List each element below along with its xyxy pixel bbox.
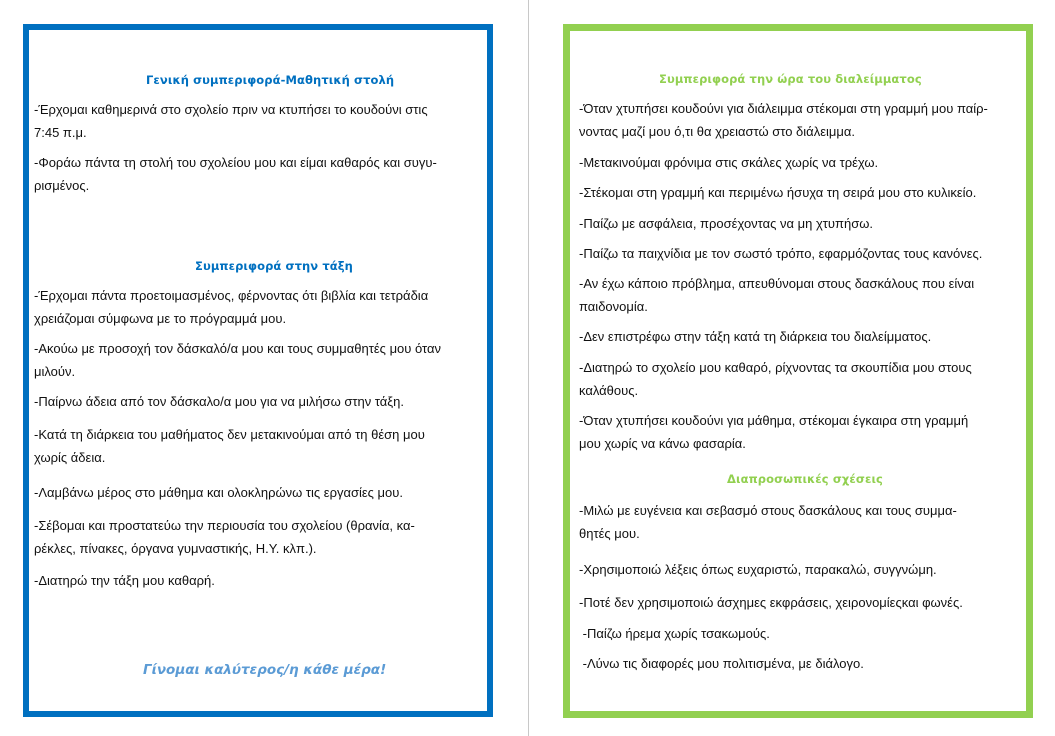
- rule-line: ρισμένος.: [34, 178, 90, 193]
- rule-paragraph: [579, 97, 988, 143]
- rule-line: -Ακούω με προσοχή τον δάσκαλό/α μου και τους συμμαθητές μου όταν: [34, 341, 442, 356]
- rule-paragraph: [579, 356, 972, 402]
- rule-line: νοντας μαζί μου ό,τι θα χρειαστώ στο διάλειμμα.: [579, 124, 855, 139]
- rule-line: -Όταν χτυπήσει κουδούνι για διάλειμμα στέκομαι στη γραμμή μου παίρ-: [579, 101, 988, 116]
- rule-paragraph: [34, 284, 428, 330]
- rule-line: -Λαμβάνω μέρος στο μάθημα και ολοκληρώνω τις εργασίες μου.: [34, 485, 404, 500]
- motto: Γίνομαι καλύτερος/η κάθε μέρα!: [143, 662, 387, 678]
- rule-line: καλάθους.: [579, 383, 639, 398]
- rule-paragraph: [34, 337, 441, 383]
- page-separator: [528, 0, 529, 736]
- rule-line: ρέκλες, πίνακες, όργανα γυμναστικής, Η.Υ. κλπ.).: [34, 541, 317, 556]
- rule-line: -Κατά τη διάρκεια του μαθήματος δεν μετακινούμαι από τη θέση μου: [34, 427, 425, 442]
- rule-line: -Έρχομαι καθημερινά στο σχολείο πριν να κτυπήσει το κουδούνι στις: [34, 102, 428, 117]
- rule-line: -Παίζω ήρεμα χωρίς τσακωμούς.: [579, 626, 770, 641]
- rule-paragraph: [34, 151, 437, 197]
- rule-line: χρειάζομαι σύμφωνα με το πρόγραμμά μου.: [34, 311, 287, 326]
- rule-paragraph: [34, 514, 415, 560]
- rule-paragraph: [579, 591, 963, 614]
- rule-paragraph: [34, 390, 404, 413]
- rule-paragraph: [579, 151, 878, 174]
- rule-line: -Έρχομαι πάντα προετοιμασμένος, φέρνοντας ότι βιβλία και τετράδια: [34, 288, 429, 303]
- rule-paragraph: [579, 652, 864, 675]
- rule-paragraph: [34, 98, 428, 144]
- rule-line: -Στέκομαι στη γραμμή και περιμένω ήσυχα τη σειρά μου στο κυλικείο.: [579, 185, 977, 200]
- rule-paragraph: [579, 272, 974, 318]
- rule-paragraph: [579, 558, 937, 581]
- rule-line: -Λύνω τις διαφορές μου πολιτισμένα, με διάλογο.: [579, 656, 864, 671]
- rule-line: 7:45 π.μ.: [34, 125, 87, 140]
- rule-line: -Σέβομαι και προστατεύω την περιουσία του σχολείου (θρανία, κα-: [34, 518, 415, 533]
- rule-line: -Δεν επιστρέφω στην τάξη κατά τη διάρκεια του διαλείμματος.: [579, 329, 932, 344]
- rule-line: μου χωρίς να κάνω φασαρία.: [579, 436, 746, 451]
- rule-line: παιδονομία.: [579, 299, 648, 314]
- rule-paragraph: [579, 325, 931, 348]
- rule-paragraph: [579, 409, 968, 455]
- rule-line: -Παίζω με ασφάλεια, προσέχοντας να μη χτυπήσω.: [579, 216, 874, 231]
- rule-line: -Όταν χτυπήσει κουδούνι για μάθημα, στέκομαι έγκαιρα στη γραμμή: [579, 413, 969, 428]
- rule-line: -Παίρνω άδεια από τον δάσκαλο/α μου για να μιλήσω στην τάξη.: [34, 394, 404, 409]
- section-heading-interpersonal-relations: Διαπροσωπικές σχέσεις: [727, 472, 883, 486]
- rule-paragraph: [34, 423, 425, 469]
- rule-line: μιλούν.: [34, 364, 76, 379]
- rule-line: -Διατηρώ την τάξη μου καθαρή.: [34, 573, 215, 588]
- left-page: [23, 24, 493, 717]
- rule-paragraph: [34, 481, 403, 504]
- rule-paragraph: [579, 499, 957, 545]
- section-heading-general-behavior: Γενική συμπεριφορά-Μαθητική στολή: [146, 73, 395, 87]
- rule-line: -Μετακινούμαι φρόνιμα στις σκάλες χωρίς να τρέχω.: [579, 155, 879, 170]
- rule-line: -Ποτέ δεν χρησιμοποιώ άσχημες εκφράσεις, χειρονομίεςκαι φωνές.: [579, 595, 963, 610]
- rule-line: -Διατηρώ το σχολείο μου καθαρό, ρίχνοντας τα σκουπίδια μου στους: [579, 360, 972, 375]
- rule-line: -Φοράω πάντα τη στολή του σχολείου μου και είμαι καθαρός και συγυ-: [34, 155, 437, 170]
- left-page-content: [29, 30, 487, 711]
- rule-line: θητές μου.: [579, 526, 640, 541]
- rule-paragraph: [579, 181, 976, 204]
- rule-line: χωρίς άδεια.: [34, 450, 106, 465]
- rule-paragraph: [579, 622, 770, 645]
- section-heading-break-behavior: Συμπεριφορά την ώρα του διαλείμματος: [659, 72, 922, 86]
- rule-paragraph: [34, 569, 215, 592]
- rule-line: -Μιλώ με ευγένεια και σεβασμό στους δασκάλους και τους συμμα-: [579, 503, 957, 518]
- rule-line: -Παίζω τα παιχνίδια με τον σωστό τρόπο, εφαρμόζοντας τους κανόνες.: [579, 246, 983, 261]
- rule-line: -Αν έχω κάποιο πρόβλημα, απευθύνομαι στους δασκάλους που είναι: [579, 276, 975, 291]
- section-heading-classroom-behavior: Συμπεριφορά στην τάξη: [195, 259, 353, 273]
- rule-line: -Χρησιμοποιώ λέξεις όπως ευχαριστώ, παρακαλώ, συγγνώμη.: [579, 562, 937, 577]
- rule-paragraph: [579, 212, 873, 235]
- rule-paragraph: [579, 242, 982, 265]
- right-page-content: [570, 31, 1026, 711]
- right-page: [563, 24, 1033, 718]
